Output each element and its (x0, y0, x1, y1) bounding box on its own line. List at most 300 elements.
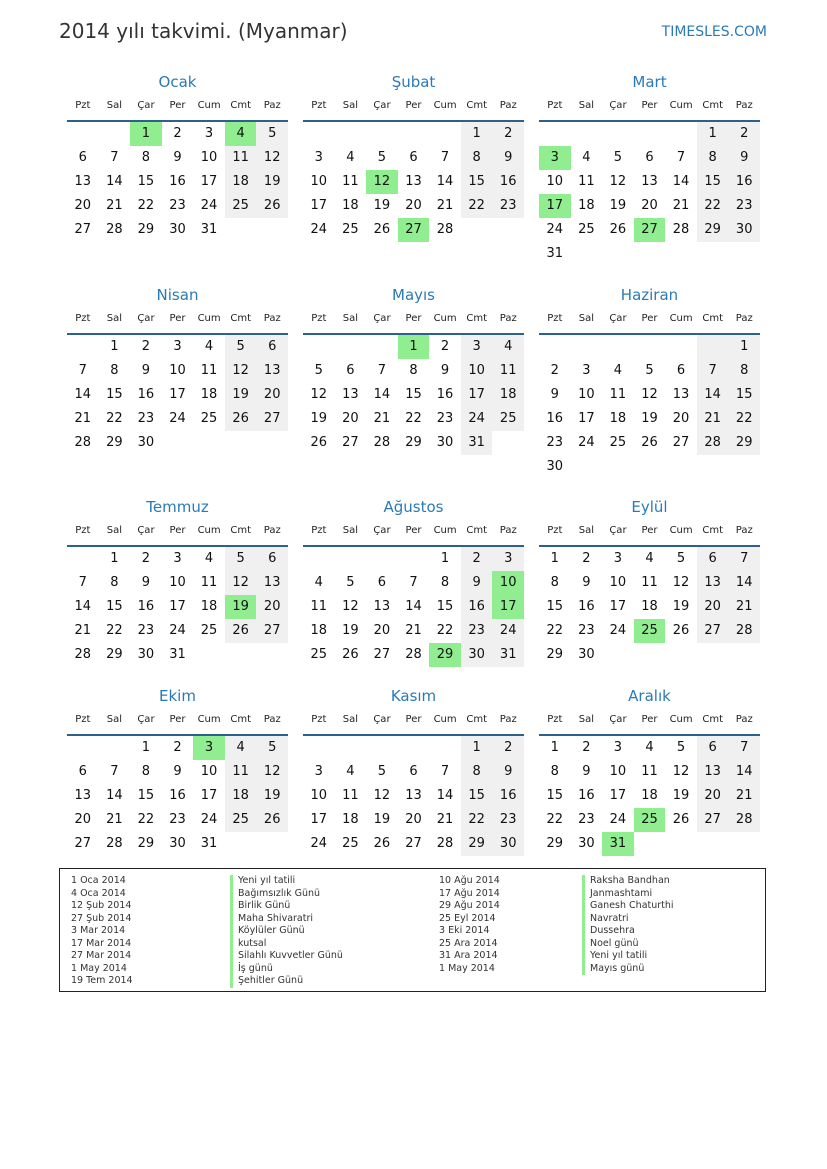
day-cell: 5 (256, 736, 288, 760)
day-cell: 13 (74, 788, 92, 803)
month-block (539, 686, 760, 856)
empty-cell (697, 335, 729, 359)
weekday-label: Cum (669, 714, 693, 725)
month-name: Eylül (631, 498, 668, 516)
day-grid (67, 736, 288, 856)
day-cell: 5 (676, 551, 686, 566)
brand-link[interactable]: TIMESLES.COM (661, 24, 767, 40)
day-cell: 31 (461, 431, 493, 455)
day-cell: 21 (373, 411, 391, 426)
empty-cell (398, 547, 430, 571)
day-cell: 7 (78, 575, 87, 590)
day-cell: 19 (672, 788, 690, 803)
day-cell: 18 (225, 170, 257, 194)
weekday-label: Sal (578, 100, 594, 111)
legend-dates-col-2 (439, 875, 500, 975)
day-cell: 26 (672, 623, 690, 638)
month-name: Kasım (390, 687, 437, 705)
day-cell: 25 (492, 407, 524, 431)
weekday-label: Per (641, 313, 658, 324)
day-cell: 17 (461, 383, 493, 407)
day-cell: 10 (169, 363, 186, 378)
day-cell: 31 (546, 246, 564, 261)
day-cell: 19 (256, 170, 288, 194)
day-cell: 5 (613, 150, 623, 165)
day-cell: 14 (728, 760, 760, 784)
weekday-label: Sal (342, 313, 358, 324)
weekday-label: Per (405, 714, 422, 725)
day-cell: 30 (169, 222, 186, 237)
day-cell: 24 (461, 407, 493, 431)
day-cell: 24 (578, 435, 595, 450)
legend-holiday-name: İş günü (230, 963, 343, 976)
month-block (539, 72, 760, 266)
day-cell: 16 (578, 599, 595, 614)
weekday-label: Pzt (547, 714, 563, 725)
legend-holiday-name: Birlik Günü (230, 900, 343, 913)
weekday-label: Cum (197, 100, 221, 111)
day-cell: 16 (492, 784, 524, 808)
day-cell: 26 (641, 435, 658, 450)
day-cell: 20 (74, 812, 92, 827)
month-name: Nisan (156, 286, 199, 304)
weekday-label: Sal (106, 100, 122, 111)
day-cell: 24 (310, 836, 328, 851)
weekday-label: Per (169, 100, 186, 111)
holiday-day-cell: 31 (602, 832, 634, 856)
month-block (67, 285, 288, 455)
day-cell: 24 (492, 619, 524, 643)
weekday-label: Paz (263, 714, 281, 725)
legend-holiday-name: Janmashtami (582, 888, 674, 901)
day-cell: 28 (373, 435, 391, 450)
holiday-day-cell: 1 (130, 122, 162, 146)
day-cell: 12 (225, 359, 257, 383)
weekday-label: Per (405, 525, 422, 536)
weekday-header (539, 710, 760, 736)
day-cell: 31 (200, 836, 218, 851)
day-cell: 2 (582, 740, 591, 755)
weekday-label: Cmt (702, 100, 723, 111)
day-cell: 4 (204, 551, 214, 566)
day-cell: 7 (440, 764, 450, 779)
day-cell: 16 (461, 595, 493, 619)
day-cell: 14 (405, 599, 422, 614)
day-cell: 9 (582, 575, 591, 590)
day-cell: 22 (106, 411, 123, 426)
month-name: Şubat (391, 73, 436, 91)
day-cell: 29 (546, 836, 564, 851)
day-cell: 16 (169, 788, 186, 803)
day-cell: 2 (173, 740, 182, 755)
day-cell: 23 (169, 198, 186, 213)
day-cell: 18 (342, 198, 359, 213)
day-cell: 9 (173, 764, 182, 779)
weekday-label: Paz (499, 100, 517, 111)
legend-holiday-name: Noel günü (582, 938, 674, 951)
holiday-day-cell: 12 (366, 170, 398, 194)
day-cell: 19 (342, 623, 359, 638)
weekday-header (303, 521, 524, 547)
day-cell: 8 (550, 764, 559, 779)
day-cell: 26 (256, 194, 288, 218)
empty-cell (429, 122, 461, 146)
day-cell: 13 (697, 760, 729, 784)
empty-cell (665, 335, 697, 359)
day-cell: 2 (173, 126, 182, 141)
month-block (303, 285, 524, 455)
page-title: 2014 yılı takvimi. (Myanmar) (59, 19, 348, 43)
day-cell: 26 (672, 812, 690, 827)
weekday-label: Paz (263, 313, 281, 324)
day-cell: 22 (461, 808, 493, 832)
day-cell: 14 (697, 383, 729, 407)
weekday-label: Pzt (311, 313, 327, 324)
day-cell: 22 (546, 623, 564, 638)
day-cell: 5 (676, 740, 686, 755)
day-cell: 5 (225, 547, 257, 571)
day-cell: 1 (728, 335, 760, 359)
day-cell: 24 (310, 222, 328, 237)
weekday-label: Çar (609, 525, 627, 536)
day-cell: 28 (106, 836, 123, 851)
legend-date: 17 Mar 2014 (71, 937, 132, 949)
weekday-label: Sal (578, 313, 594, 324)
day-cell: 9 (461, 571, 493, 595)
weekday-label: Cum (669, 100, 693, 111)
legend-holiday-name: Yeni yıl tatili (230, 875, 343, 888)
empty-cell (67, 335, 99, 359)
day-cell: 25 (200, 411, 218, 426)
day-cell: 19 (672, 599, 690, 614)
day-cell: 22 (405, 411, 422, 426)
empty-cell (366, 736, 398, 760)
day-cell: 2 (492, 122, 524, 146)
day-cell: 2 (440, 339, 450, 354)
day-cell: 9 (141, 363, 151, 378)
day-grid (67, 122, 288, 242)
day-cell: 17 (200, 788, 218, 803)
day-cell: 21 (74, 411, 92, 426)
empty-cell (67, 547, 99, 571)
day-cell: 25 (609, 435, 627, 450)
empty-cell (398, 736, 430, 760)
day-cell: 24 (200, 812, 218, 827)
day-cell: 31 (169, 647, 186, 662)
day-grid (539, 335, 760, 479)
day-cell: 18 (578, 198, 595, 213)
day-cell: 15 (461, 170, 493, 194)
day-cell: 25 (225, 194, 257, 218)
month-block (303, 72, 524, 242)
day-cell: 27 (697, 808, 729, 832)
day-grid (67, 335, 288, 455)
day-grid (303, 335, 524, 455)
legend-date: 17 Ağu 2014 (439, 887, 500, 899)
day-cell: 3 (582, 363, 591, 378)
day-cell: 20 (342, 411, 359, 426)
weekday-label: Paz (263, 525, 281, 536)
weekday-header (67, 710, 288, 736)
weekday-header (303, 309, 524, 335)
weekday-label: Pzt (547, 313, 563, 324)
month-block (539, 497, 760, 667)
day-cell: 21 (106, 198, 123, 213)
day-cell: 2 (141, 339, 151, 354)
day-cell: 30 (169, 836, 186, 851)
empty-cell (429, 736, 461, 760)
day-cell: 13 (697, 571, 729, 595)
day-cell: 28 (436, 836, 454, 851)
weekday-label: Paz (735, 313, 753, 324)
legend-holiday-name: Dussehra (582, 925, 674, 938)
day-cell: 26 (225, 619, 257, 643)
day-cell: 9 (492, 146, 524, 170)
day-cell: 12 (256, 146, 288, 170)
weekday-label: Cmt (230, 313, 251, 324)
weekday-label: Çar (137, 525, 155, 536)
day-cell: 18 (200, 599, 218, 614)
day-cell: 11 (200, 575, 218, 590)
day-cell: 21 (728, 595, 760, 619)
day-cell: 28 (672, 222, 690, 237)
weekday-label: Cum (433, 100, 457, 111)
day-cell: 22 (461, 194, 493, 218)
empty-cell (539, 122, 571, 146)
day-cell: 30 (137, 435, 155, 450)
weekday-label: Per (405, 100, 422, 111)
day-cell: 6 (676, 363, 686, 378)
day-cell: 18 (609, 411, 627, 426)
weekday-label: Çar (609, 714, 627, 725)
day-cell: 11 (342, 788, 359, 803)
day-cell: 27 (342, 435, 359, 450)
legend-holiday-name: Mayıs günü (582, 963, 674, 976)
day-cell: 12 (256, 760, 288, 784)
legend-date: 1 May 2014 (439, 962, 495, 974)
weekday-label: Cmt (702, 714, 723, 725)
day-cell: 5 (346, 575, 355, 590)
day-cell: 4 (613, 363, 623, 378)
day-cell: 30 (728, 218, 760, 242)
weekday-label: Cum (433, 313, 457, 324)
weekday-label: Cmt (466, 313, 487, 324)
day-cell: 20 (697, 784, 729, 808)
day-cell: 20 (641, 198, 658, 213)
day-cell: 5 (314, 363, 323, 378)
weekday-label: Cmt (466, 100, 487, 111)
day-cell: 11 (641, 764, 658, 779)
weekday-label: Pzt (547, 100, 563, 111)
day-cell: 16 (137, 599, 155, 614)
day-cell: 5 (377, 764, 387, 779)
day-cell: 13 (373, 599, 391, 614)
day-cell: 7 (728, 547, 760, 571)
weekday-label: Per (641, 714, 658, 725)
day-cell: 7 (377, 363, 387, 378)
empty-cell (602, 122, 634, 146)
day-cell: 23 (578, 812, 595, 827)
empty-cell (99, 122, 131, 146)
month-block (67, 72, 288, 242)
weekday-label: Cum (433, 714, 457, 725)
legend-date: 19 Tem 2014 (71, 975, 133, 986)
day-cell: 14 (373, 387, 391, 402)
day-cell: 1 (697, 122, 729, 146)
day-cell: 3 (173, 339, 182, 354)
day-cell: 23 (436, 411, 454, 426)
holiday-day-cell: 10 (492, 571, 524, 595)
empty-cell (366, 122, 398, 146)
day-cell: 6 (346, 363, 355, 378)
day-cell: 27 (256, 619, 288, 643)
empty-cell (303, 736, 335, 760)
legend-holiday-name: Raksha Bandhan (582, 875, 674, 888)
day-cell: 30 (137, 647, 155, 662)
empty-cell (366, 547, 398, 571)
weekday-label: Sal (342, 525, 358, 536)
day-cell: 13 (256, 571, 288, 595)
day-cell: 5 (377, 150, 387, 165)
day-cell: 9 (141, 575, 151, 590)
day-cell: 19 (641, 411, 658, 426)
day-grid (539, 122, 760, 266)
legend-holiday-name: Köylüler Günü (230, 925, 343, 938)
day-cell: 12 (641, 387, 658, 402)
day-cell: 11 (310, 599, 328, 614)
legend-date: 12 Şub 2014 (71, 900, 132, 911)
day-cell: 10 (310, 174, 328, 189)
day-cell: 15 (546, 788, 564, 803)
day-cell: 2 (492, 736, 524, 760)
day-cell: 8 (110, 575, 119, 590)
day-cell: 3 (314, 764, 323, 779)
day-cell: 8 (697, 146, 729, 170)
weekday-label: Sal (342, 714, 358, 725)
day-cell: 25 (225, 808, 257, 832)
day-cell: 4 (314, 575, 323, 590)
day-cell: 12 (609, 174, 627, 189)
day-cell: 11 (492, 359, 524, 383)
day-cell: 31 (492, 643, 524, 667)
day-cell: 18 (310, 623, 328, 638)
empty-cell (634, 122, 666, 146)
day-cell: 4 (645, 551, 654, 566)
day-cell: 26 (609, 222, 627, 237)
month-name: Ekim (159, 687, 196, 705)
day-cell: 13 (256, 359, 288, 383)
day-cell: 19 (225, 383, 257, 407)
day-cell: 6 (78, 764, 87, 779)
day-cell: 24 (546, 222, 564, 237)
day-cell: 17 (310, 198, 328, 213)
day-cell: 7 (409, 575, 418, 590)
day-cell: 17 (169, 599, 186, 614)
day-cell: 1 (550, 740, 559, 755)
day-cell: 21 (74, 623, 92, 638)
empty-cell (366, 335, 398, 359)
day-cell: 8 (550, 575, 559, 590)
day-cell: 4 (582, 150, 591, 165)
day-cell: 27 (373, 647, 391, 662)
weekday-header (539, 309, 760, 335)
day-cell: 20 (697, 595, 729, 619)
day-cell: 29 (106, 435, 123, 450)
empty-cell (335, 736, 367, 760)
day-cell: 23 (137, 623, 155, 638)
day-cell: 23 (461, 619, 493, 643)
day-cell: 12 (342, 599, 359, 614)
day-cell: 23 (578, 623, 595, 638)
day-cell: 20 (256, 383, 288, 407)
day-cell: 26 (373, 222, 391, 237)
day-cell: 7 (110, 764, 119, 779)
empty-cell (99, 736, 131, 760)
day-cell: 29 (137, 222, 155, 237)
day-cell: 1 (461, 122, 493, 146)
day-cell: 21 (436, 812, 454, 827)
weekday-label: Paz (735, 714, 753, 725)
day-cell: 19 (256, 784, 288, 808)
weekday-label: Sal (106, 714, 122, 725)
day-cell: 10 (310, 788, 328, 803)
day-cell: 11 (342, 174, 359, 189)
legend-holiday-name: Bağımsızlık Günü (230, 888, 343, 901)
day-cell: 2 (550, 363, 559, 378)
weekday-label: Çar (373, 100, 391, 111)
day-cell: 8 (110, 363, 119, 378)
empty-cell (634, 335, 666, 359)
day-cell: 25 (310, 647, 328, 662)
legend-date: 31 Ara 2014 (439, 950, 498, 961)
weekday-label: Çar (137, 100, 155, 111)
day-cell: 24 (609, 812, 627, 827)
day-grid (303, 547, 524, 667)
day-cell: 15 (137, 788, 155, 803)
weekday-label: Çar (373, 313, 391, 324)
day-cell: 20 (405, 198, 422, 213)
legend-date: 1 May 2014 (71, 962, 127, 974)
weekday-label: Çar (137, 313, 155, 324)
day-cell: 10 (609, 764, 627, 779)
day-cell: 13 (405, 174, 422, 189)
day-cell: 21 (672, 198, 690, 213)
day-cell: 18 (492, 383, 524, 407)
day-cell: 27 (672, 435, 690, 450)
day-cell: 17 (609, 788, 627, 803)
legend-date: 4 Oca 2014 (71, 887, 126, 899)
day-cell: 14 (728, 571, 760, 595)
weekday-label: Çar (609, 100, 627, 111)
legend-date: 1 Oca 2014 (71, 875, 126, 886)
day-cell: 19 (373, 812, 391, 827)
day-cell: 25 (342, 836, 359, 851)
month-block (539, 285, 760, 479)
day-cell: 6 (409, 150, 418, 165)
weekday-label: Çar (609, 313, 627, 324)
day-cell: 9 (440, 363, 450, 378)
weekday-label: Pzt (311, 525, 327, 536)
day-cell: 8 (141, 150, 151, 165)
weekday-label: Paz (499, 525, 517, 536)
day-cell: 17 (310, 812, 328, 827)
holiday-day-cell: 3 (539, 146, 571, 170)
weekday-label: Paz (499, 714, 517, 725)
day-cell: 23 (169, 812, 186, 827)
day-cell: 1 (461, 736, 493, 760)
day-cell: 22 (106, 623, 123, 638)
weekday-header (67, 96, 288, 122)
